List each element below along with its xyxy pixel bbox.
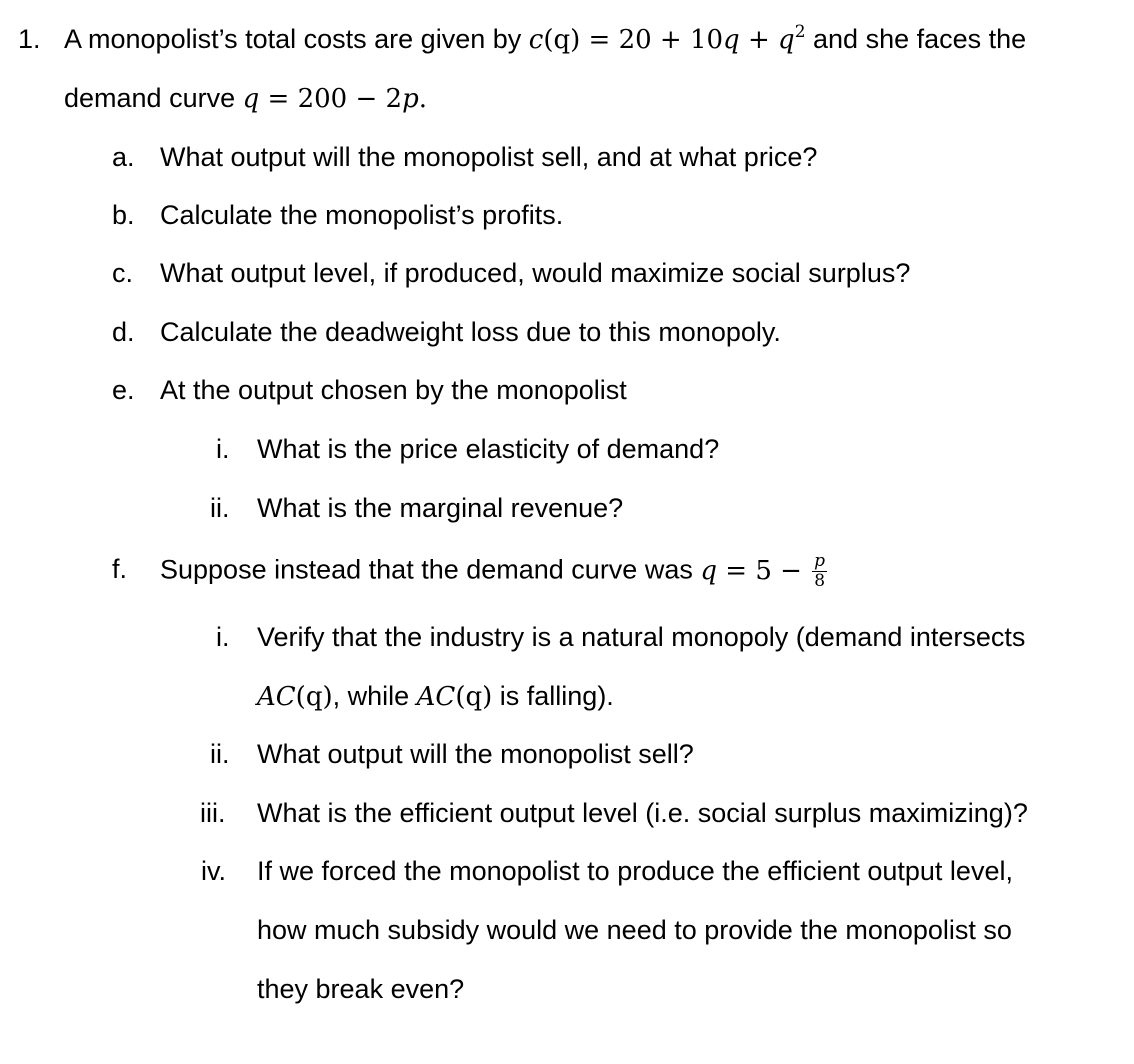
part-f-i-text-1: Verify that the industry is a natural monopoly (demand intersects <box>257 622 1026 652</box>
part-a-label: a. <box>112 142 135 172</box>
part-e-i-text: What is the price elasticity of demand? <box>257 434 720 464</box>
part-f-i-label: i. <box>216 622 230 652</box>
cost-q: q <box>723 25 740 55</box>
part-f-i-text-2: , while <box>332 681 417 711</box>
ac-symbol: AC <box>257 682 296 712</box>
cost-arg: (q) <box>543 25 581 55</box>
part-f-label: f. <box>112 554 128 584</box>
part-d-label: d. <box>112 317 135 347</box>
part-f-fraction <box>812 552 827 591</box>
stem-text: A monopolist’s total costs are given by <box>64 24 529 54</box>
part-c-label: c. <box>112 258 134 288</box>
part-c-text: What output level, if produced, would maximize social surplus? <box>160 258 911 288</box>
demand-q: q <box>242 84 260 114</box>
question-number: 1. <box>18 24 41 54</box>
fraction-denominator: 8 <box>814 571 826 591</box>
part-f-text-line <box>160 551 827 591</box>
cost-eq: = 20 + 10 <box>580 25 724 55</box>
demand-end: . <box>418 84 427 114</box>
demand-equation <box>243 84 427 114</box>
cost-exponent: 2 <box>794 22 806 42</box>
ac-arg: (q) <box>295 682 333 712</box>
part-e-ii-label: ii. <box>210 493 230 523</box>
cost-fn: c <box>528 25 544 55</box>
part-f-i-text-3: is falling). <box>492 681 614 711</box>
part-e-i-label: i. <box>216 434 230 464</box>
question-stem-line-1 <box>64 22 1026 56</box>
stem-text: and she faces the <box>805 24 1027 54</box>
part-f-iv-text-3: they break even? <box>257 974 465 1004</box>
cost-function <box>528 22 806 55</box>
cost-q2: q <box>778 25 795 55</box>
part-f-iv-text-1: If we forced the monopolist to produce the efficient output level, <box>257 856 1013 886</box>
stem-text: demand curve <box>64 83 243 113</box>
part-f-ii-label: ii. <box>210 739 230 769</box>
part-a-text: What output will the monopolist sell, and at what price? <box>160 142 818 172</box>
demand-eq: = 200 − 2 <box>259 84 403 114</box>
cost-plus: + <box>739 25 779 55</box>
ac-arg: (q) <box>455 682 493 712</box>
part-f-i-line-2 <box>257 679 614 713</box>
fraction-numerator: p <box>814 551 826 571</box>
part-b-text: Calculate the monopolist’s profits. <box>160 200 564 230</box>
part-f-iv-label: iv. <box>201 856 226 886</box>
part-f-iii-label: iii. <box>200 798 226 828</box>
part-f-ii-text: What output will the monopolist sell? <box>257 739 694 769</box>
part-e-ii-text: What is the marginal revenue? <box>257 493 624 523</box>
part-f-iii-text: What is the efficient output level (i.e. social surplus maximizing)? <box>257 798 1028 828</box>
part-f-text: Suppose instead that the demand curve was <box>160 554 701 585</box>
part-d-text: Calculate the deadweight loss due to this monopoly. <box>160 317 781 347</box>
part-f-iv-text-2: how much subsidy would we need to provide the monopolist so <box>257 915 1012 945</box>
part-f-eq-mid: = 5 − <box>717 555 811 586</box>
part-f-equation <box>700 551 827 591</box>
part-b-label: b. <box>112 200 135 230</box>
part-e-label: e. <box>112 375 135 405</box>
demand-p: p <box>402 84 419 114</box>
ac-symbol: AC <box>416 682 456 712</box>
question-stem-line-2 <box>64 81 427 115</box>
part-e-text: At the output chosen by the monopolist <box>160 375 627 405</box>
part-f-q: q <box>700 555 717 586</box>
